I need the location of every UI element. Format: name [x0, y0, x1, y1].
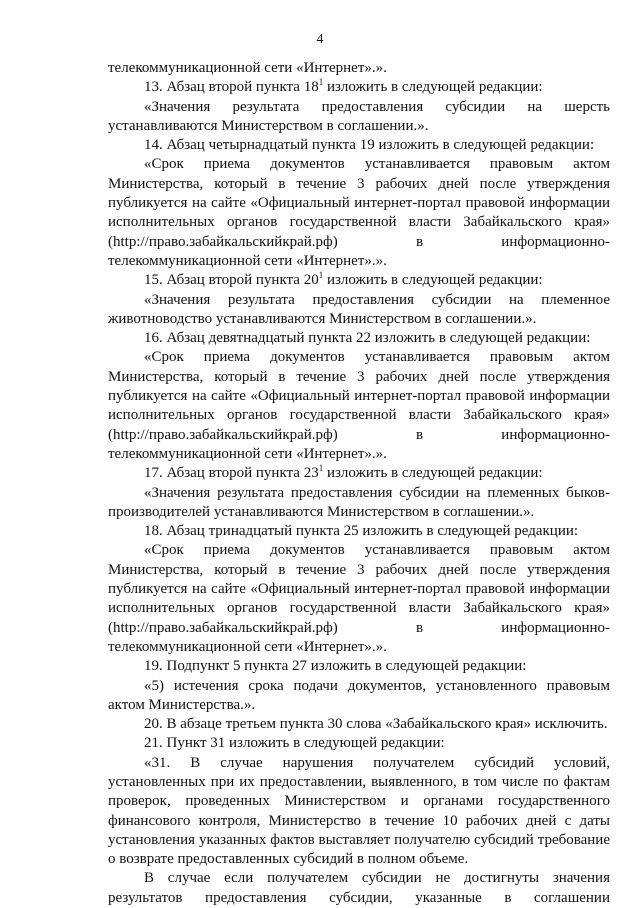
document-body [108, 59, 610, 908]
paragraph: «Срок приема документов устанавливается правовым актом Министерства, который в течение 3 рабочих дней после утверждения публикуется на сайте «Официальный интернет-портал правовой информации исполнительных органов государственной власти Забайкальского края» (http://право.забайкальскийкрай.рф) в информационно-телекоммуникационной сети «Интернет».». [108, 349, 610, 462]
paragraph: 20. В абзаце третьем пункта 30 слова «Забайкальского края» исключить. [144, 716, 608, 733]
paragraph: «Значения результата предоставления субсидии на племенное животноводство устанавливаются Министерством в соглашении.». [108, 291, 610, 327]
page-number: 4 [316, 32, 324, 47]
paragraph: «Значения результата предоставления субсидии на племенных быков-производителей устанавливаются Министерством в соглашении.». [108, 484, 610, 520]
superscript: 1 [318, 270, 324, 281]
paragraph: «Срок приема документов устанавливается правовым актом Министерства, который в течение 3 рабочих дней после утверждения публикуется на сайте «Официальный интернет-портал правовой информации исполнительных органов государственной власти Забайкальского края» (http://право.забайкальскийкрай.рф) в информационно-телекоммуникационной сети «Интернет».». [108, 542, 610, 655]
superscript: 1 [318, 463, 324, 474]
paragraph: 19. Подпункт 5 пункта 27 изложить в следующей редакции: [144, 658, 527, 675]
paragraph: телекоммуникационной сети «Интернет».». [108, 60, 387, 76]
paragraph: «31. В случае нарушения получателем субсидий условий, установленных при их предоставлении, выявленного, в том числе по фактам проверок, проведенных Министерством и органами государственного финансового контроля, Министерство в течение 10 рабочих дней с даты установления указанных фактов выставляет получателю субсидий требование о возврате предоставленных субсидий в полном объеме. [108, 754, 610, 868]
paragraph: «5) истечения срока подачи документов, установленного правовым актом Министерства.». [108, 677, 610, 713]
paragraph: 13. Абзац второй пункта $18^1$ изложить в следующей редакции: [144, 77, 543, 96]
paragraph: 16. Абзац девятнадцатый пункта 22 изложить в следующей редакции: [144, 330, 591, 347]
paragraph: 18. Абзац тринадцатый пункта 25 изложить в следующей редакции: [144, 523, 579, 540]
paragraph: В случае если получателем субсидии не достигнуты значения результатов предоставления субсидии, указанные в соглашении [108, 870, 610, 906]
paragraph: 21. Пункт 31 изложить в следующей редакции: [144, 735, 445, 752]
paragraph: «Срок приема документов устанавливается правовым актом Министерства, который в течение 3 рабочих дней после утверждения публикуется на сайте «Официальный интернет-портал правовой информации исполнительных органов государственной власти Забайкальского края» (http://право.забайкальскийкрай.рф) в информационно-телекоммуникационной сети «Интернет».». [108, 156, 610, 269]
paragraph: «Значения результата предоставления субсидии на шерсть устанавливаются Министерством в соглашении.». [108, 98, 610, 134]
paragraph: 17. Абзац второй пункта $23^1$ изложить в следующей редакции: [144, 463, 543, 482]
paragraph: 15. Абзац второй пункта $20^1$ изложить в следующей редакции: [144, 270, 543, 289]
superscript: 1 [318, 77, 324, 88]
paragraph: 14. Абзац четырнадцатый пункта 19 изложить в следующей редакции: [144, 137, 595, 154]
